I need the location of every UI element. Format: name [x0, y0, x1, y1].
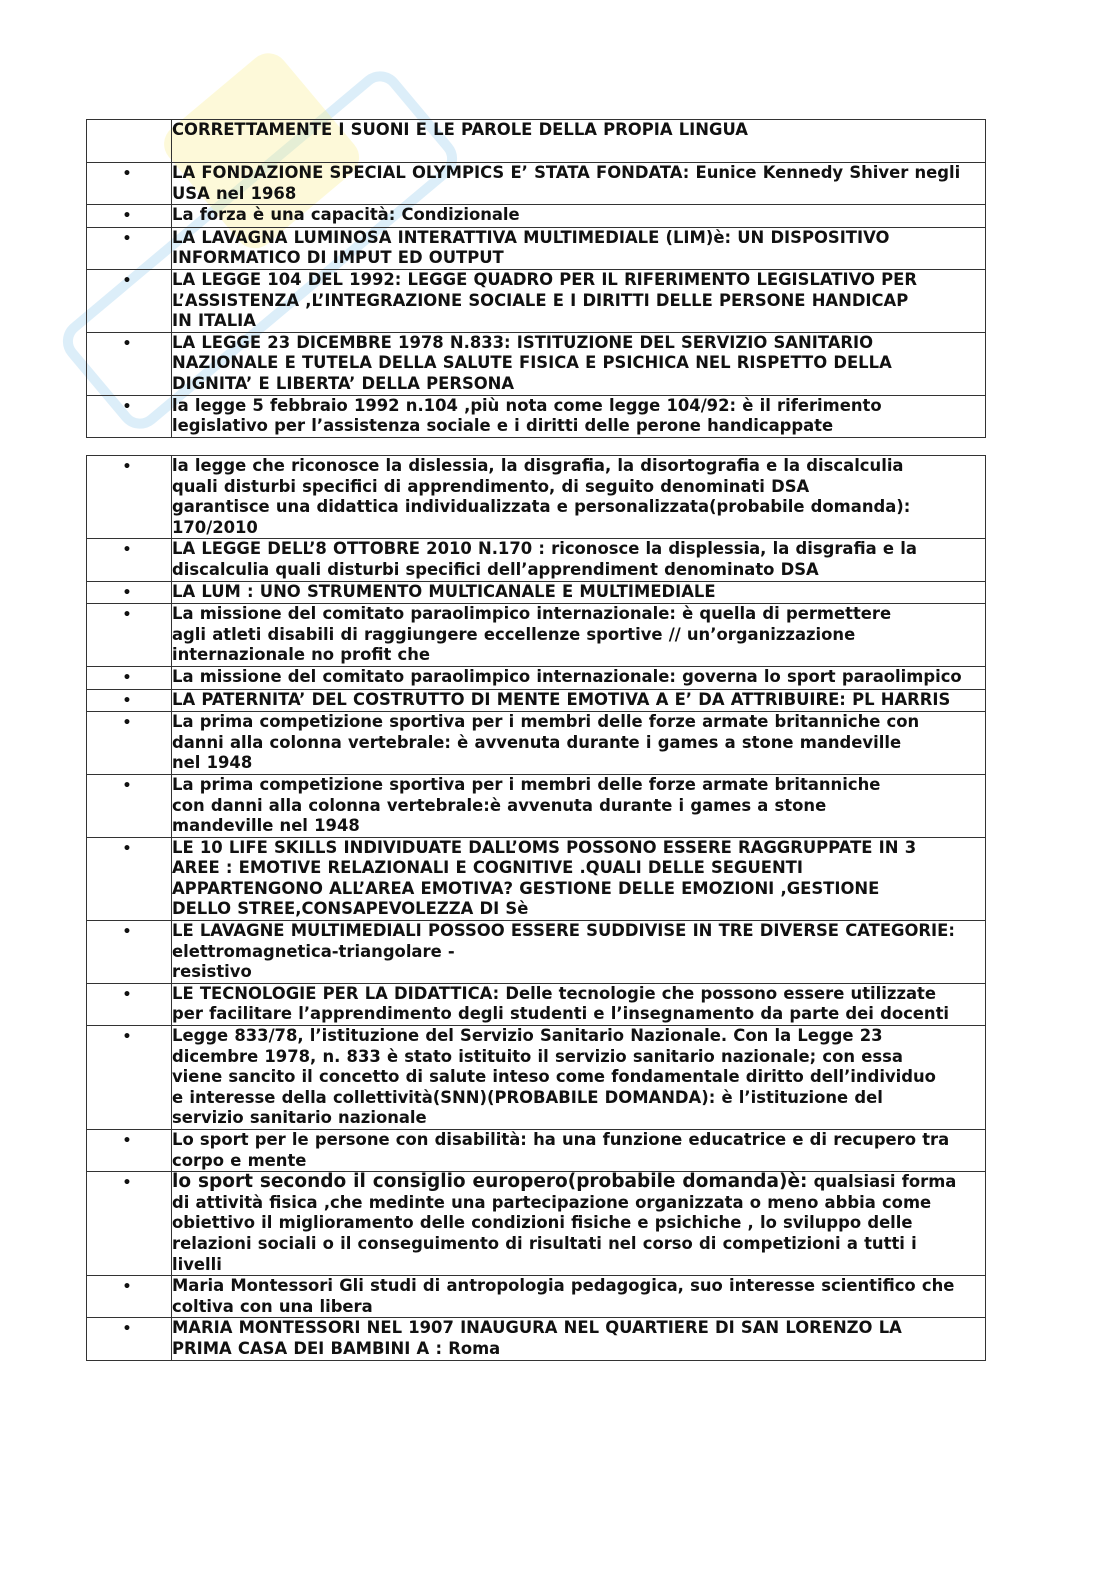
table-row: [87, 120, 986, 163]
row-text: LA LAVAGNA LUMINOSA INTERATTIVA MULTIMEDIALE (LIM)è: UN DISPOSITIVO INFORMATICO DI IMPUT ED OUTPUT: [172, 227, 986, 269]
bullet-icon: •: [87, 1276, 172, 1318]
row-text: LA LEGGE DELL’8 OTTOBRE 2010 N.170 : riconosce la displessia, la disgrafia e la discalculia quali disturbi specifici dell’apprendiment denominato DSA: [172, 539, 986, 581]
row-text: la legge 5 febbraio 1992 n.104 ,più nota come legge 104/92: è il riferimento legislativo per l’assistenza sociale e i diritti delle perone handicappate: [172, 395, 986, 437]
list-item: [87, 456, 986, 539]
row-text: LA LEGGE 23 DICEMBRE 1978 N.833: ISTITUZIONE DEL SERVIZIO SANITARIO NAZIONALE E TUTELA DELLA SALUTE FISICA E PSICHICA NEL RISPETTO DELLA DIGNITA’ E LIBERTA’ DELLA PERSONA: [172, 332, 986, 395]
list-item: [87, 689, 986, 712]
bullet-icon: •: [87, 689, 172, 712]
row-text: Lo sport per le persone con disabilità: ha una funzione educatrice e di recupero tra corpo e mente: [172, 1130, 986, 1172]
list-item: [87, 227, 986, 269]
row-text: LA PATERNITA’ DEL COSTRUTTO DI MENTE EMOTIVA A E’ DA ATTRIBUIRE: PL HARRIS: [172, 689, 986, 712]
row-text: La missione del comitato paraolimpico internazionale: governa lo sport paraolimpico: [172, 666, 986, 689]
bullet-cell: [87, 120, 172, 163]
row-text: La prima competizione sportiva per i membri delle forze armate britanniche con danni alla colonna vertebrale:è avvenuta durante i games a stone mandeville nel 1948: [172, 774, 986, 837]
list-item: [87, 205, 986, 228]
list-item: [87, 666, 986, 689]
bullet-icon: •: [87, 332, 172, 395]
notes-table-1: [86, 119, 986, 438]
bullet-icon: •: [87, 666, 172, 689]
list-item: [87, 983, 986, 1025]
bullet-icon: •: [87, 1318, 172, 1360]
bullet-icon: •: [87, 395, 172, 437]
row-text: Maria Montessori Gli studi di antropologia pedagogica, suo interesse scientifico che coltiva con una libera: [172, 1276, 986, 1318]
notes-table-2: [86, 455, 986, 1361]
list-item: [87, 604, 986, 667]
bullet-icon: •: [87, 712, 172, 775]
list-item: [87, 581, 986, 604]
bullet-icon: •: [87, 205, 172, 228]
row-text: LE TECNOLOGIE PER LA DIDATTICA: Delle tecnologie che possono essere utilizzate per facilitare l’apprendimento degli studenti e l’insegnamento da parte dei docenti: [172, 983, 986, 1025]
row-text: LA FONDAZIONE SPECIAL OLYMPICS E’ STATA FONDATA: Eunice Kennedy Shiver negli USA nel 1968: [172, 163, 986, 205]
bullet-icon: •: [87, 227, 172, 269]
row-text: LE LAVAGNE MULTIMEDIALI POSSOO ESSERE SUDDIVISE IN TRE DIVERSE CATEGORIE: elettromagnetica-triangolare - resistivo: [172, 921, 986, 984]
list-item: [87, 163, 986, 205]
list-item: [87, 332, 986, 395]
bullet-icon: •: [87, 1026, 172, 1130]
bullet-icon: •: [87, 604, 172, 667]
bullet-icon: •: [87, 581, 172, 604]
bullet-icon: •: [87, 774, 172, 837]
list-item: [87, 395, 986, 437]
bullet-icon: •: [87, 163, 172, 205]
list-item: [87, 1130, 986, 1172]
bullet-icon: •: [87, 1130, 172, 1172]
list-item: [87, 1026, 986, 1130]
row-text: LE 10 LIFE SKILLS INDIVIDUATE DALL’OMS POSSONO ESSERE RAGGRUPPATE IN 3 AREE : EMOTIVE RELAZIONALI E COGNITIVE .QUALI DELLE SEGUENTI APPARTENGONO ALL’AREA EMOTIVA? GESTIONE DELLE EMOZIONI ,GESTIONE DELLO STREE,CONSAPEVOLEZZA DI Sè: [172, 837, 986, 920]
list-item: [87, 837, 986, 920]
list-item: [87, 1172, 986, 1276]
row-text: Legge 833/78, l’istituzione del Servizio Sanitario Nazionale. Con la Legge 23 dicembre 1978, n. 833 è stato istituito il servizio sanitario nazionale; con essa viene sancito il concetto di salute inteso come fondamentale diritto dell’individuo e interesse della collettività(SNN)(PROBABILE DOMANDA): è l’istituzione del servizio sanitario nazionale: [172, 1026, 986, 1130]
list-item: [87, 712, 986, 775]
row-text: MARIA MONTESSORI NEL 1907 INAUGURA NEL QUARTIERE DI SAN LORENZO LA PRIMA CASA DEI BAMBINI A : Roma: [172, 1318, 986, 1360]
list-item: [87, 774, 986, 837]
row-text: La prima competizione sportiva per i membri delle forze armate britanniche con danni alla colonna vertebrale: è avvenuta durante i games a stone mandeville nel 1948: [172, 712, 986, 775]
list-item: [87, 539, 986, 581]
row-text: lo sport secondo il consiglio europero(probabile domanda)è: qualsiasi forma di attività fisica ,che medinte una partecipazione organizzata o meno abbia come obiettivo il miglioramento delle condizioni fisiche e psichiche , lo sviluppo delle relazioni sociali o il conseguimento di risultati nel corso di competizioni a tutti i livelli: [172, 1172, 986, 1276]
bullet-icon: •: [87, 921, 172, 984]
row-text: CORRETTAMENTE I SUONI E LE PAROLE DELLA PROPIA LINGUA: [172, 120, 986, 163]
list-item: [87, 269, 986, 332]
bullet-icon: •: [87, 539, 172, 581]
row-text: La forza è una capacità: Condizionale: [172, 205, 986, 228]
list-item: [87, 1276, 986, 1318]
row-text: LA LUM : UNO STRUMENTO MULTICANALE E MULTIMEDIALE: [172, 581, 986, 604]
row-text: La missione del comitato paraolimpico internazionale: è quella di permettere agli atleti disabili di raggiungere eccellenze sportive // un’organizzazione internazionale no profit che: [172, 604, 986, 667]
bullet-icon: •: [87, 1172, 172, 1276]
list-item: [87, 921, 986, 984]
bullet-icon: •: [87, 269, 172, 332]
list-item: [87, 1318, 986, 1360]
bullet-icon: •: [87, 983, 172, 1025]
bullet-icon: •: [87, 456, 172, 539]
row-text: LA LEGGE 104 DEL 1992: LEGGE QUADRO PER IL RIFERIMENTO LEGISLATIVO PER L’ASSISTENZA ,L’INTEGRAZIONE SOCIALE E I DIRITTI DELLE PERSONE HANDICAP IN ITALIA: [172, 269, 986, 332]
bullet-icon: •: [87, 837, 172, 920]
row-text: la legge che riconosce la dislessia, la disgrafia, la disortografia e la discalculia quali disturbi specifici di apprendimento, di seguito denominati DSA garantisce una didattica individualizzata e personalizzata(probabile domanda): 170/2010: [172, 456, 986, 539]
